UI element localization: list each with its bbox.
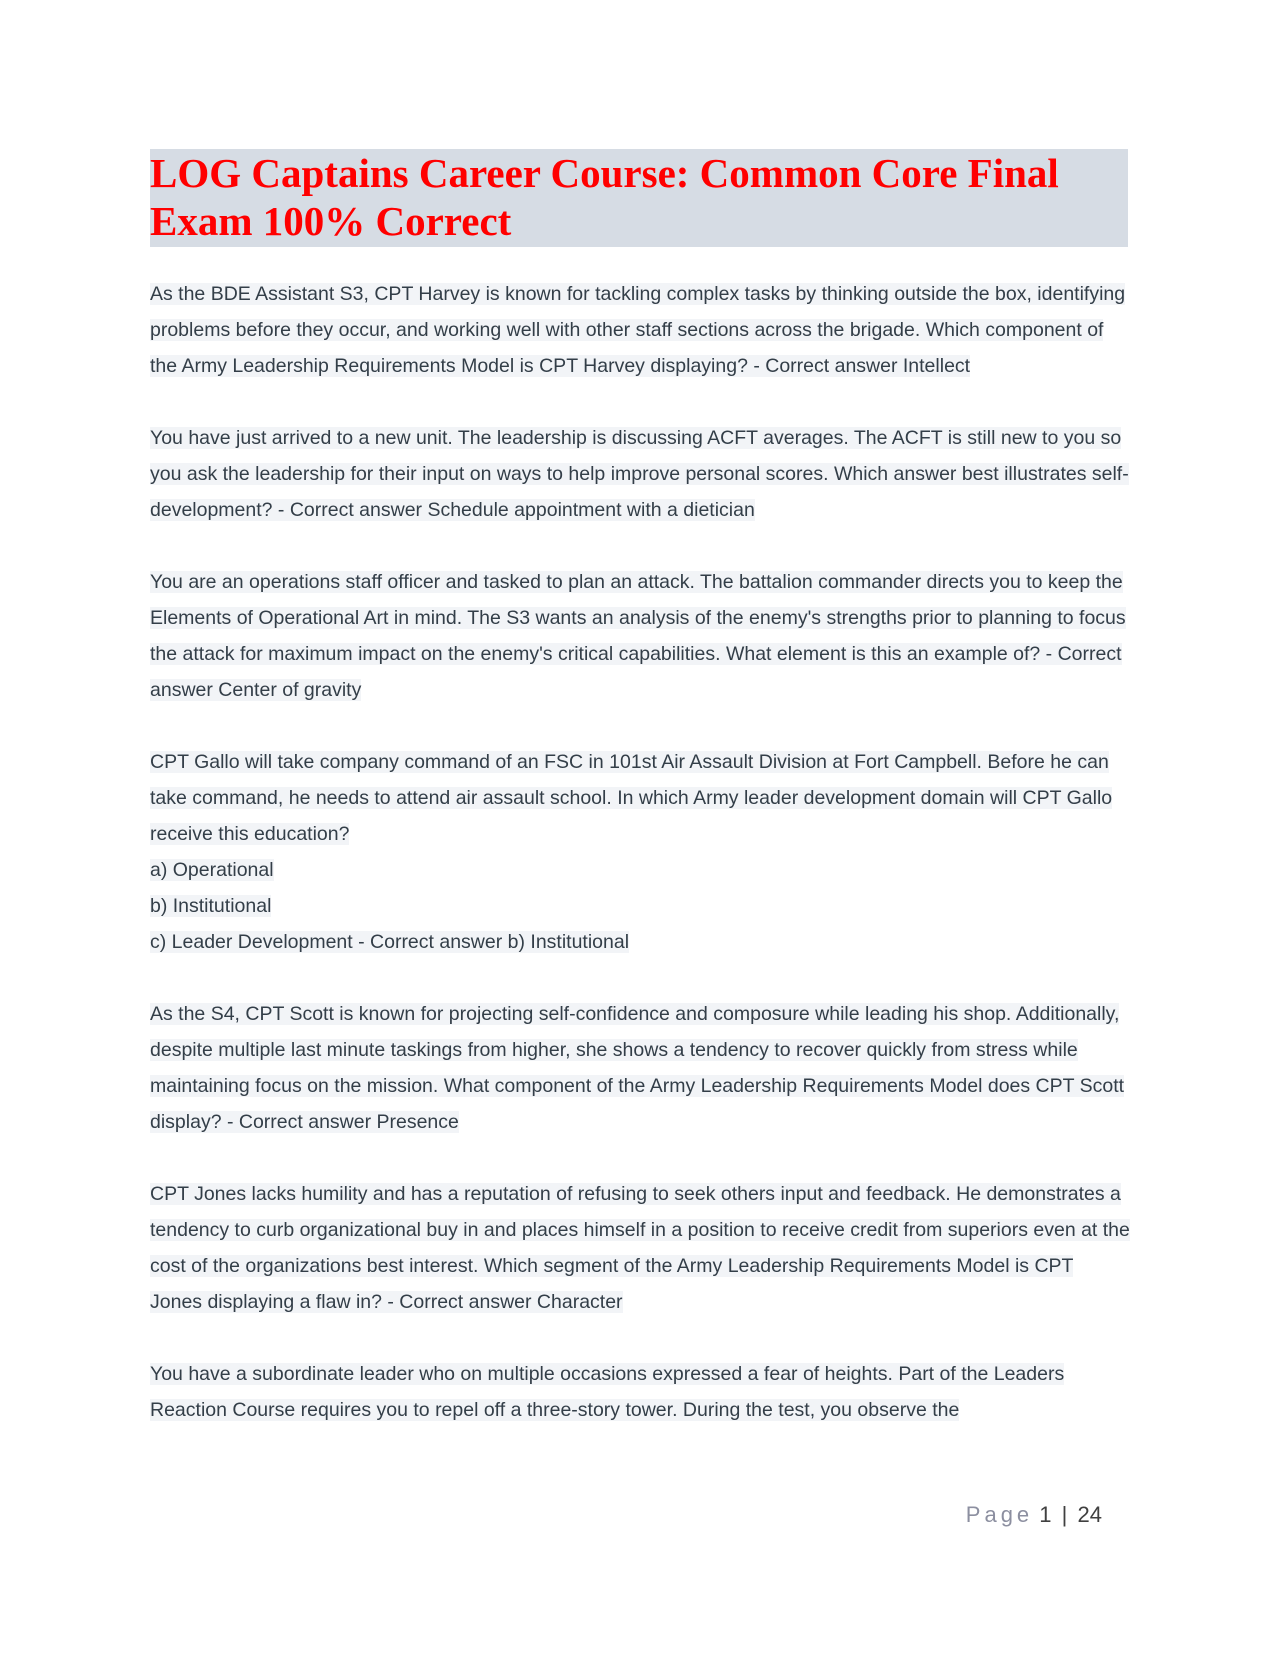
- page-label: Page: [965, 1502, 1034, 1527]
- question-4-text: CPT Gallo will take company command of an FSC in 101st Air Assault Division at Fort Campbell. Before he can take command, he needs to attend air assault school. In which Army leader development domain will CPT Gallo receive this education? a) Operational b) Institutional c) Leader Development - Correct answer b) Institutional: [150, 751, 1113, 953]
- question-7: [150, 1356, 1130, 1428]
- page-footer: [966, 1502, 1102, 1528]
- question-3: [150, 564, 1130, 708]
- question-2: [150, 420, 1130, 528]
- question-5: [150, 996, 1130, 1140]
- question-1: [150, 276, 1130, 384]
- question-5-text: As the S4, CPT Scott is known for projecting self-confidence and composure while leading his shop. Additionally, despite multiple last minute taskings from higher, she shows a tendency to recover quickly from stress while maintaining focus on the mission. What component of the Army Leadership Requirements Model does CPT Scott display? - Correct answer Presence: [150, 1003, 1125, 1133]
- question-2-text: You have just arrived to a new unit. The leadership is discussing ACFT averages. The ACFT is still new to you so you ask the leadership for their input on ways to help improve personal scores. Which answer best illustrates self-development? - Correct answer Schedule appointment with a dietician: [150, 427, 1129, 521]
- page-separator: |: [1061, 1502, 1068, 1527]
- question-7-text: You have a subordinate leader who on multiple occasions expressed a fear of heights. Part of the Leaders Reaction Course requires you to repel off a three-story tower. During the test, you observe the: [150, 1363, 1065, 1421]
- question-4: [150, 744, 1130, 960]
- question-6: [150, 1176, 1130, 1320]
- document-title: LOG Captains Career Course: Common Core Final Exam 100% Correct: [150, 150, 1059, 244]
- question-6-text: CPT Jones lacks humility and has a reputation of refusing to seek others input and feedback. He demonstrates a tendency to curb organizational buy in and places himself in a position to receive credit from superiors even at the cost of the organizations best interest. Which segment of the Army Leadership Requirements Model is CPT Jones displaying a flaw in? - Correct answer Character: [150, 1183, 1130, 1313]
- question-1-text: As the BDE Assistant S3, CPT Harvey is known for tackling complex tasks by thinking outside the box, identifying problems before they occur, and working well with other staff sections across the brigade. Which component of the Army Leadership Requirements Model is CPT Harvey displaying? - Correct answer Intellect: [150, 283, 1126, 377]
- total-pages: 24: [1077, 1502, 1102, 1527]
- document-body: [150, 276, 1130, 1464]
- page-number: 1: [1039, 1502, 1052, 1527]
- question-3-text: You are an operations staff officer and tasked to plan an attack. The battalion commander directs you to keep the Elements of Operational Art in mind. The S3 wants an analysis of the enemy's strengths prior to planning to focus the attack for maximum impact on the enemy's critical capabilities. What element is this an example of? - Correct answer Center of gravity: [150, 571, 1126, 701]
